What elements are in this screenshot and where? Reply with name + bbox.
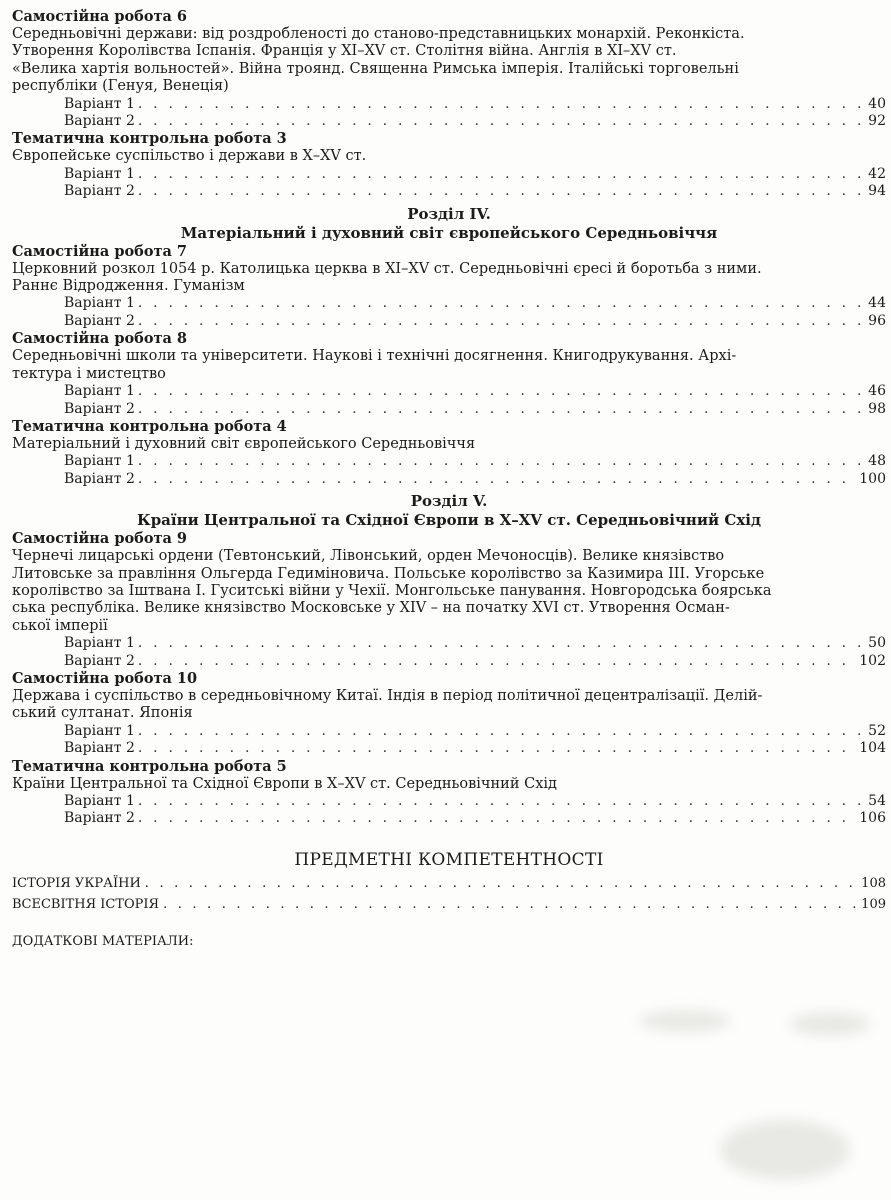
page-number: 42 — [868, 165, 886, 182]
dot-leader — [138, 653, 858, 670]
entry-title: Самостійна робота 6 — [12, 8, 188, 25]
variant-row[interactable] — [12, 401, 886, 418]
variant-row[interactable] — [12, 793, 886, 810]
toc-entry — [12, 758, 886, 828]
variant-row[interactable] — [12, 113, 886, 130]
entry-title: Самостійна робота 7 — [12, 242, 188, 260]
entry-description: тектура і мистецтво — [12, 365, 166, 382]
competencies-heading: ПРЕДМЕТНІ КОМПЕТЕНТНОСТІ — [294, 849, 604, 870]
entry-title: Самостійна робота 9 — [12, 530, 188, 548]
section-heading: Розділ V. — [410, 492, 488, 511]
page-number: 98 — [868, 400, 886, 417]
entry-title: Тематична контрольна робота 5 — [12, 757, 287, 775]
toc-entry — [12, 330, 886, 418]
toc-entry — [12, 418, 886, 488]
variant-label: Варіант 1 — [64, 165, 135, 182]
scan-smudge — [640, 1010, 730, 1032]
variant-label: Варіант 2 — [64, 652, 135, 669]
variant-row[interactable] — [12, 313, 886, 330]
dot-leader — [138, 740, 858, 757]
section-heading: Країни Центральної та Східної Європи в X–XV ст. Середньовічний Схід — [137, 511, 761, 530]
variant-row[interactable] — [12, 96, 886, 113]
page-number: 48 — [868, 453, 886, 470]
variant-label: Варіант 1 — [64, 295, 135, 312]
entry-description: республіки (Генуя, Венеція) — [12, 78, 229, 95]
page-number: 104 — [859, 740, 886, 757]
section-heading: Матеріальний і духовний світ європейського Середньовіччя — [180, 223, 718, 242]
page-number: 109 — [861, 897, 886, 913]
variant-label: Варіант 1 — [64, 453, 135, 470]
page-number: 108 — [861, 876, 886, 892]
page-number: 46 — [868, 383, 886, 400]
toc-entry — [12, 130, 886, 200]
variant-row[interactable] — [12, 383, 886, 400]
table-of-contents — [12, 8, 886, 951]
toc-entry — [12, 8, 886, 130]
entry-description: ський султанат. Японія — [12, 705, 193, 722]
dot-leader — [145, 873, 860, 894]
variant-row[interactable] — [12, 183, 886, 200]
dot-leader — [138, 166, 867, 183]
entry-description: Держава і суспільство в середньовічному Китаї. Індія в період політичної децентралізації. Делій- — [12, 687, 763, 704]
variant-label: Варіант 2 — [64, 183, 135, 200]
page-number: 52 — [868, 722, 886, 739]
dot-leader — [138, 453, 867, 470]
scan-smudge — [790, 1012, 870, 1036]
entry-description: «Велика хартія вольностей». Війна троянд. Священна Римська імперія. Італійські торговельні — [12, 60, 739, 77]
entry-description: Церковний розкол 1054 р. Католицька церква в XI–XV ст. Середньовічні єресі й боротьба з ними. — [12, 260, 762, 277]
page-number: 106 — [859, 810, 886, 827]
variant-row[interactable] — [12, 635, 886, 652]
variant-label: Варіант 2 — [64, 400, 135, 417]
variant-row[interactable] — [12, 453, 886, 470]
entry-description: Чернечі лицарські ордени (Тевтонський, Лівонський, орден Мечоносців). Велике князівство — [12, 548, 725, 565]
entry-description: Литовське за правління Ольгерда Гедиміновича. Польське королівство за Казимира III. Угорське — [12, 565, 765, 582]
variant-label: Варіант 1 — [64, 793, 135, 809]
competency-label: ІСТОРІЯ УКРАЇНИ — [12, 876, 141, 892]
dot-leader — [138, 295, 867, 312]
competency-label: ВСЕСВІТНЯ ІСТОРІЯ — [12, 897, 160, 913]
entry-description: Країни Центральної та Східної Європи в X–XV ст. Середньовічний Схід — [12, 775, 557, 792]
toc-entry — [12, 243, 886, 331]
variant-label: Варіант 2 — [64, 312, 135, 329]
entry-title: Самостійна робота 8 — [12, 330, 188, 348]
entry-description: Матеріальний і духовний світ європейського Середньовіччя — [12, 435, 476, 452]
variant-row[interactable] — [12, 653, 886, 670]
variant-row[interactable] — [12, 810, 886, 827]
variant-label: Варіант 1 — [64, 635, 135, 652]
toc-entry — [12, 670, 886, 758]
dot-leader — [138, 793, 867, 810]
entry-description: Раннє Відродження. Гуманізм — [12, 278, 245, 295]
variant-label: Варіант 2 — [64, 740, 135, 757]
dot-leader — [138, 113, 867, 130]
entry-title: Тематична контрольна робота 4 — [12, 417, 287, 435]
dot-leader — [138, 723, 867, 740]
variant-row[interactable] — [12, 166, 886, 183]
entry-description: королівство за Іштвана I. Гуситські війни у Чехії. Монгольське панування. Новгородська боярська — [12, 582, 772, 599]
dot-leader — [138, 635, 867, 652]
competency-row[interactable] — [12, 873, 886, 894]
dot-leader — [138, 313, 867, 330]
entry-description: Середньовічні держави: від роздробленості до станово-представницьких монархій. Реконкіста. — [12, 26, 745, 42]
dot-leader — [138, 471, 858, 488]
variant-label: Варіант 1 — [64, 383, 135, 400]
variant-row[interactable] — [12, 723, 886, 740]
page-number: 94 — [868, 183, 886, 200]
variant-label: Варіант 2 — [64, 810, 135, 827]
dot-leader — [163, 894, 860, 915]
section-heading: Розділ IV. — [407, 204, 491, 223]
entry-description: Утворення Королівства Іспанія. Франція у XI–XV ст. Столітня війна. Англія в XI–XV ст. — [12, 43, 677, 60]
page-number: 92 — [868, 113, 886, 130]
additional-materials-heading: ДОДАТКОВІ МАТЕРІАЛИ: — [12, 934, 194, 950]
scan-smudge — [720, 1120, 850, 1180]
entry-title: Тематична контрольна робота 3 — [12, 130, 287, 148]
variant-row[interactable] — [12, 471, 886, 488]
page-number: 96 — [868, 312, 886, 329]
toc-entry — [12, 530, 886, 670]
entry-title: Самостійна робота 10 — [12, 669, 198, 687]
variant-row[interactable] — [12, 295, 886, 312]
page-number: 102 — [859, 652, 886, 669]
variant-label: Варіант 2 — [64, 113, 135, 130]
page-number: 54 — [868, 793, 886, 809]
entry-description: ська республіка. Велике князівство Московське у XIV – на початку XVI ст. Утворення Осман- — [12, 600, 730, 617]
variant-label: Варіант 2 — [64, 470, 135, 487]
page-number: 50 — [868, 635, 886, 652]
dot-leader — [138, 383, 867, 400]
dot-leader — [138, 96, 867, 113]
variant-row[interactable] — [12, 740, 886, 757]
page-number: 100 — [859, 470, 886, 487]
variant-label: Варіант 1 — [64, 95, 135, 112]
entry-description: ської імперії — [12, 617, 108, 634]
page-number: 44 — [868, 295, 886, 312]
variant-label: Варіант 1 — [64, 722, 135, 739]
entry-description: Середньовічні школи та університети. Наукові і технічні досягнення. Книгодрукування. Архі- — [12, 348, 737, 365]
entry-description: Європейське суспільство і держави в X–XV ст. — [12, 148, 367, 165]
competency-row[interactable] — [12, 894, 886, 915]
dot-leader — [138, 183, 867, 200]
dot-leader — [138, 810, 858, 827]
dot-leader — [138, 401, 867, 418]
page-number: 40 — [868, 95, 886, 112]
